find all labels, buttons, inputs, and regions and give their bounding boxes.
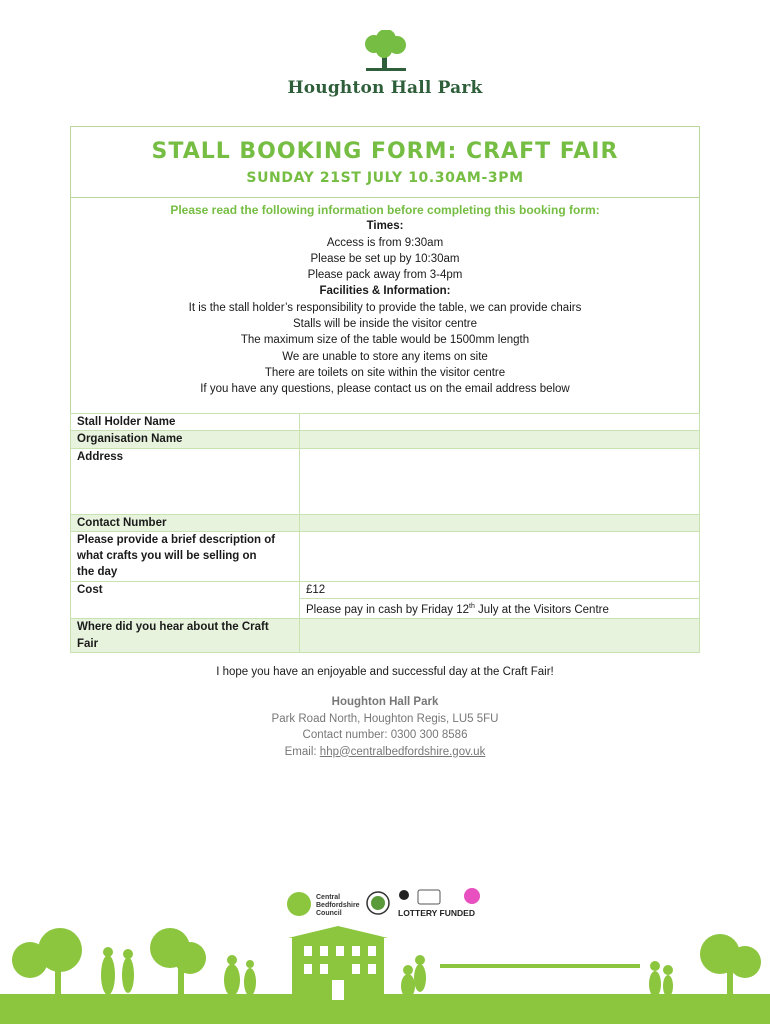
table-row <box>71 581 700 598</box>
event-date: SUNDAY 21ST JULY 10.30AM-3PM <box>246 170 524 186</box>
cost-note: Please pay in cash by Friday 12th July at the Visitors Centre <box>300 599 700 619</box>
email-link[interactable]: hhp@centralbedfordshire.gov.uk <box>319 745 486 758</box>
hear-about-label <box>71 619 300 653</box>
tree-icon <box>330 30 440 76</box>
times-item: Please be set up by 10:30am <box>310 252 460 265</box>
table-row <box>71 531 700 581</box>
organisation-name-field[interactable] <box>300 431 700 448</box>
description-field[interactable] <box>300 531 700 581</box>
facility-item: Stalls will be inside the visitor centre <box>292 318 478 331</box>
facility-item: It is the stall holder’s responsibility to provide the table, we can provide chairs <box>188 301 582 314</box>
times-item: Please pack away from 3-4pm <box>307 269 463 282</box>
description-label-line: Please provide a brief description of <box>77 533 276 546</box>
booking-form-table <box>70 413 700 653</box>
org-name: Houghton Hall Park <box>331 696 439 708</box>
info-lead: Please read the following information before completing this booking form: <box>170 203 600 217</box>
cost-label: Cost <box>71 581 300 598</box>
organisation-name-label: Organisation Name <box>71 431 300 448</box>
description-label <box>71 531 300 581</box>
information-section <box>70 198 700 414</box>
times-item: Access is from 9:30am <box>326 236 444 249</box>
facility-item: If you have any questions, please contact us on the email address below <box>200 383 570 396</box>
stall-holder-name-field[interactable] <box>300 414 700 431</box>
facility-item: The maximum size of the table would be 1500mm length <box>240 334 530 347</box>
cost-spacer <box>71 599 300 619</box>
lottery-logo <box>398 888 480 918</box>
description-label-line: what crafts you will be selling on <box>77 550 257 563</box>
table-row <box>71 414 700 431</box>
times-heading: Times: <box>366 220 404 233</box>
org-address: Park Road North, Houghton Regis, LU5 5FU <box>271 712 499 725</box>
logo-text: Houghton Hall Park <box>287 78 483 98</box>
contact-block <box>0 694 770 760</box>
hear-about-field[interactable] <box>300 619 700 653</box>
park-scene-illustration <box>0 920 770 1024</box>
hear-about-label-line: Where did you hear about the Craft <box>77 621 269 634</box>
table-row <box>71 431 700 448</box>
svg-text:Central: Central <box>316 894 341 901</box>
facilities-heading: Facilities & Information: <box>319 285 451 298</box>
svg-text:LOTTERY FUNDED: LOTTERY FUNDED <box>398 908 475 918</box>
closing-message: I hope you have an enjoyable and successful day at the Craft Fair! <box>216 666 554 678</box>
table-row <box>71 619 700 653</box>
table-row <box>71 514 700 531</box>
cost-value: £12 <box>300 581 700 598</box>
org-email-line: Email: hhp@centralbedfordshire.gov.uk <box>284 745 486 758</box>
form-header <box>70 126 700 198</box>
address-label: Address <box>71 448 300 514</box>
description-label-line: the day <box>77 566 118 579</box>
green-flag-logo <box>367 892 389 914</box>
address-field[interactable] <box>300 448 700 514</box>
page-title: STALL BOOKING FORM: CRAFT FAIR <box>151 139 619 164</box>
stall-holder-name-label: Stall Holder Name <box>71 414 300 431</box>
sponsor-logos <box>286 886 486 922</box>
contact-number-label: Contact Number <box>71 514 300 531</box>
facility-item: We are unable to store any items on site <box>282 350 488 363</box>
hear-about-label-line: Fair <box>77 637 99 650</box>
table-row <box>71 448 700 514</box>
logo <box>0 30 770 98</box>
svg-text:Council: Council <box>316 910 342 917</box>
contact-number-field[interactable] <box>300 514 700 531</box>
org-phone: Contact number: 0300 300 8586 <box>302 729 468 741</box>
table-row <box>71 599 700 619</box>
facility-item: There are toilets on site within the visitor centre <box>264 366 506 379</box>
council-logo <box>287 892 360 917</box>
svg-text:Bedfordshire: Bedfordshire <box>316 902 360 909</box>
